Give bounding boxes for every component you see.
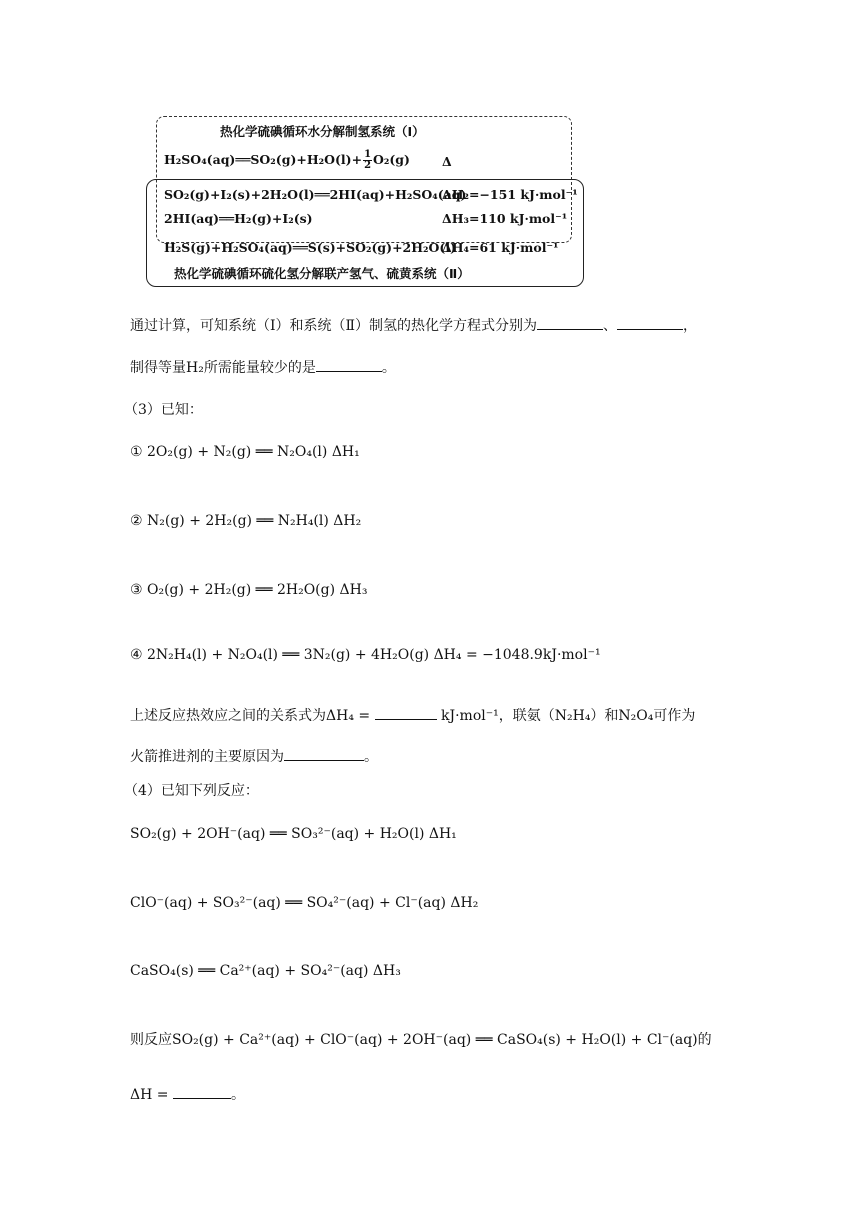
answer-blank[interactable] xyxy=(284,748,364,761)
answer-blank[interactable] xyxy=(173,1086,231,1099)
paragraph-propellant: 火箭推进剂的主要原因为 。 xyxy=(130,749,378,765)
delta-h-answer: ΔH = 。 xyxy=(130,1087,245,1103)
sulfite-reaction-3: CaSO₄(s) ══ Ca²⁺(aq) + SO₄²⁻(aq) ΔH₃ xyxy=(130,963,401,979)
figure-dh2: ΔH₂=−151 kJ·mol⁻¹ xyxy=(442,187,578,202)
paragraph-relation: 上述反应热效应之间的关系式为ΔH₄ = kJ·mol⁻¹，联氨（N₂H₄）和N₂O₄可作为 xyxy=(130,708,696,724)
paragraph-less-energy: 制得等量H₂所需能量较少的是 。 xyxy=(130,360,396,376)
question-4-heading: （4）已知下列反应： xyxy=(124,783,259,799)
figure-equation-2: SO₂(g)+I₂(s)+2H₂O(l)══2HI(aq)+H₂SO₄(aq) xyxy=(164,187,467,202)
paragraph-systems: 通过计算，可知系统（Ⅰ）和系统（Ⅱ）制氢的热化学方程式分别为 、 ， xyxy=(130,318,698,334)
one-half-fraction: $\frac{1}{2}$ xyxy=(364,149,372,171)
system-one-title: 热化学硫碘循环水分解制氢系统（Ⅰ） xyxy=(220,124,425,139)
answer-blank[interactable] xyxy=(316,359,382,372)
answer-blank[interactable] xyxy=(375,707,437,720)
figure-equation-3: 2HI(aq)══H₂(g)+I₂(s) xyxy=(164,211,313,226)
reaction-3: ③ O₂(g) + 2H₂(g) ══ 2H₂O(g) ΔH₃ xyxy=(130,582,368,598)
answer-blank[interactable] xyxy=(617,317,683,330)
reaction-2: ② N₂(g) + 2H₂(g) ══ N₂H₄(l) ΔH₂ xyxy=(130,513,362,529)
sulfite-reaction-2: ClO⁻(aq) + SO₃²⁻(aq) ══ SO₄²⁻(aq) + Cl⁻(aq) ΔH₂ xyxy=(130,895,479,911)
question-3-heading: （3）已知： xyxy=(124,402,203,418)
figure-dh4: ΔH₄=61 kJ·mol⁻¹ xyxy=(442,240,559,255)
figure-equation-1: H₂SO₄(aq)══SO₂(g)+H₂O(l)+ $\frac{1}{2}$ O₂(g) xyxy=(164,149,410,171)
answer-blank[interactable] xyxy=(537,317,603,330)
overall-reaction: 则反应SO₂(g) + Ca²⁺(aq) + ClO⁻(aq) + 2OH⁻(aq) ══ CaSO₄(s) + H₂O(l) + Cl⁻(aq)的 xyxy=(130,1032,712,1048)
reaction-1: ① 2O₂(g) + N₂(g) ══ N₂O₄(l) ΔH₁ xyxy=(130,444,360,460)
system-two-title: 热化学硫碘循环硫化氢分解联产氢气、硫黄系统（Ⅱ） xyxy=(174,266,470,281)
sulfite-reaction-1: SO₂(g) + 2OH⁻(aq) ══ SO₃²⁻(aq) + H₂O(l) ΔH₁ xyxy=(130,826,457,842)
figure-equation-4: H₂S(g)+H₂SO₄(aq)══S(s)+SO₂(g)+2H₂O(l) xyxy=(164,240,456,255)
figure-dh1: Δ xyxy=(442,154,452,169)
thermochemical-cycle-figure xyxy=(140,112,590,292)
figure-dh3: ΔH₃=110 kJ·mol⁻¹ xyxy=(442,211,568,226)
reaction-4: ④ 2N₂H₄(l) + N₂O₄(l) ══ 3N₂(g) + 4H₂O(g) ΔH₄ = −1048.9kJ·mol⁻¹ xyxy=(130,647,601,663)
